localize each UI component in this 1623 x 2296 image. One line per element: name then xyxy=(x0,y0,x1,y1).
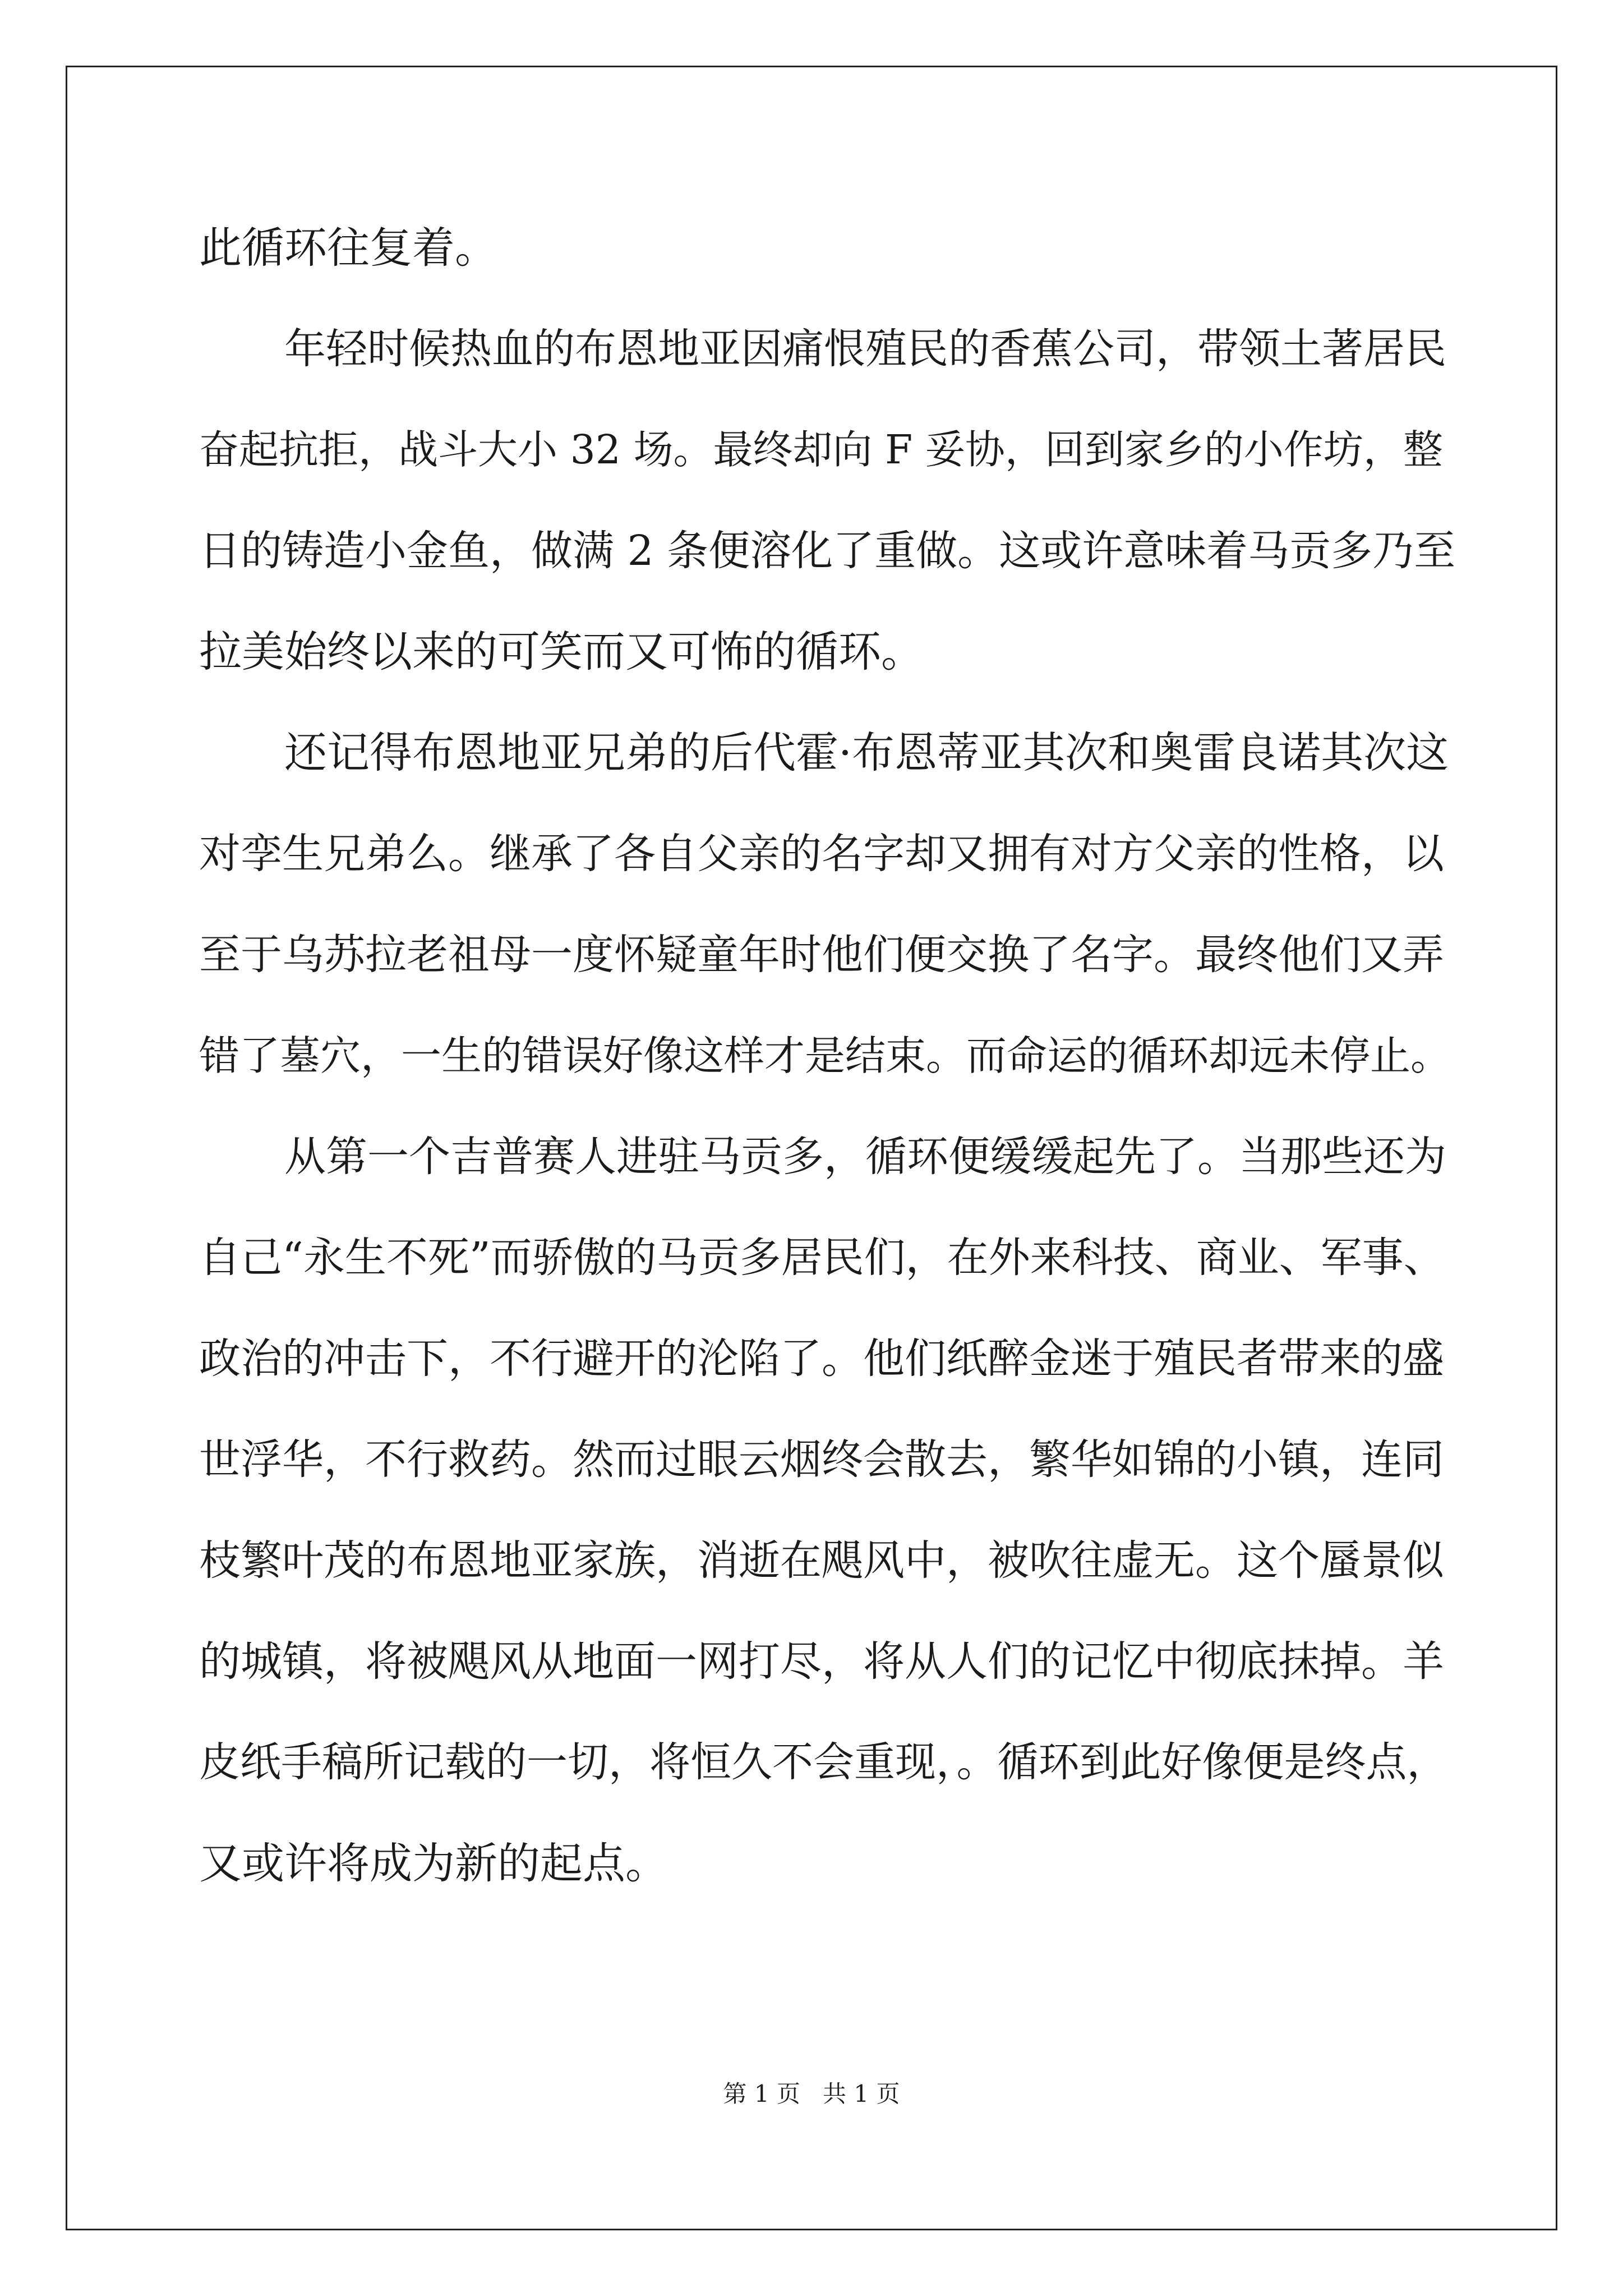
text-line: 奋起抗拒，战斗大小 32 场。最终却向 F 妥协，回到家乡的小作坊，整 xyxy=(199,426,1443,473)
text-line: 还记得布恩地亚兄弟的后代霍·布恩蒂亚其次和奥雷良诺其次这 xyxy=(284,728,1449,777)
text-line: 世浮华，不行救药。然而过眼云烟终会散去，繁华如锦的小镇，连同 xyxy=(199,1435,1444,1484)
text-line: 从第一个吉普赛人进驻马贡多，循环便缓缓起先了。当那些还为 xyxy=(284,1133,1446,1181)
text-line: 错了墓穴，一生的错误好像这样才是结束。而命运的循环却远未停止。 xyxy=(199,1032,1451,1079)
body-text xyxy=(199,197,1455,1914)
text-line: 又或许将成为新的起点。 xyxy=(199,1838,668,1888)
text-line: 皮纸手稿所记载的一切，将恒久不会重现，。循环到此好像便是终点， xyxy=(199,1738,1448,1786)
text-line: 日的铸造小金鱼，做满 2 条便溶化了重做。这或许意味着马贡多乃至 xyxy=(199,527,1456,575)
page-footer: 第 1 页 共 1 页 xyxy=(723,2080,900,2108)
text-line: 年轻时候热血的布恩地亚因痛恨殖民的香蕉公司，带领土著居民 xyxy=(284,325,1446,373)
text-line: 枝繁叶茂的布恩地亚家族，消逝在飓风中，被吹往虚无。这个蜃景似 xyxy=(199,1536,1444,1585)
text-line: 拉美始终以来的可笑而又可怖的循环。 xyxy=(199,627,924,677)
text-line: 的城镇，将被飓风从地面一网打尽，将从人们的记忆中彻底抹掉。羊 xyxy=(199,1637,1444,1686)
text-line: 政治的冲击下，不行避开的沦陷了。他们纸醉金迷于殖民者带来的盛 xyxy=(199,1335,1444,1383)
text-line: 此循环往复着。 xyxy=(199,223,497,273)
text-line: 自己“永生不死”而骄傲的马贡多居民们，在外来科技、商业、军事、 xyxy=(199,1234,1445,1282)
text-line: 对孪生兄弟么。继承了各自父亲的名字却又拥有对方父亲的性格，以 xyxy=(199,830,1444,878)
text-line: 至于乌苏拉老祖母一度怀疑童年时他们便交换了名字。最终他们又弄 xyxy=(199,931,1444,979)
